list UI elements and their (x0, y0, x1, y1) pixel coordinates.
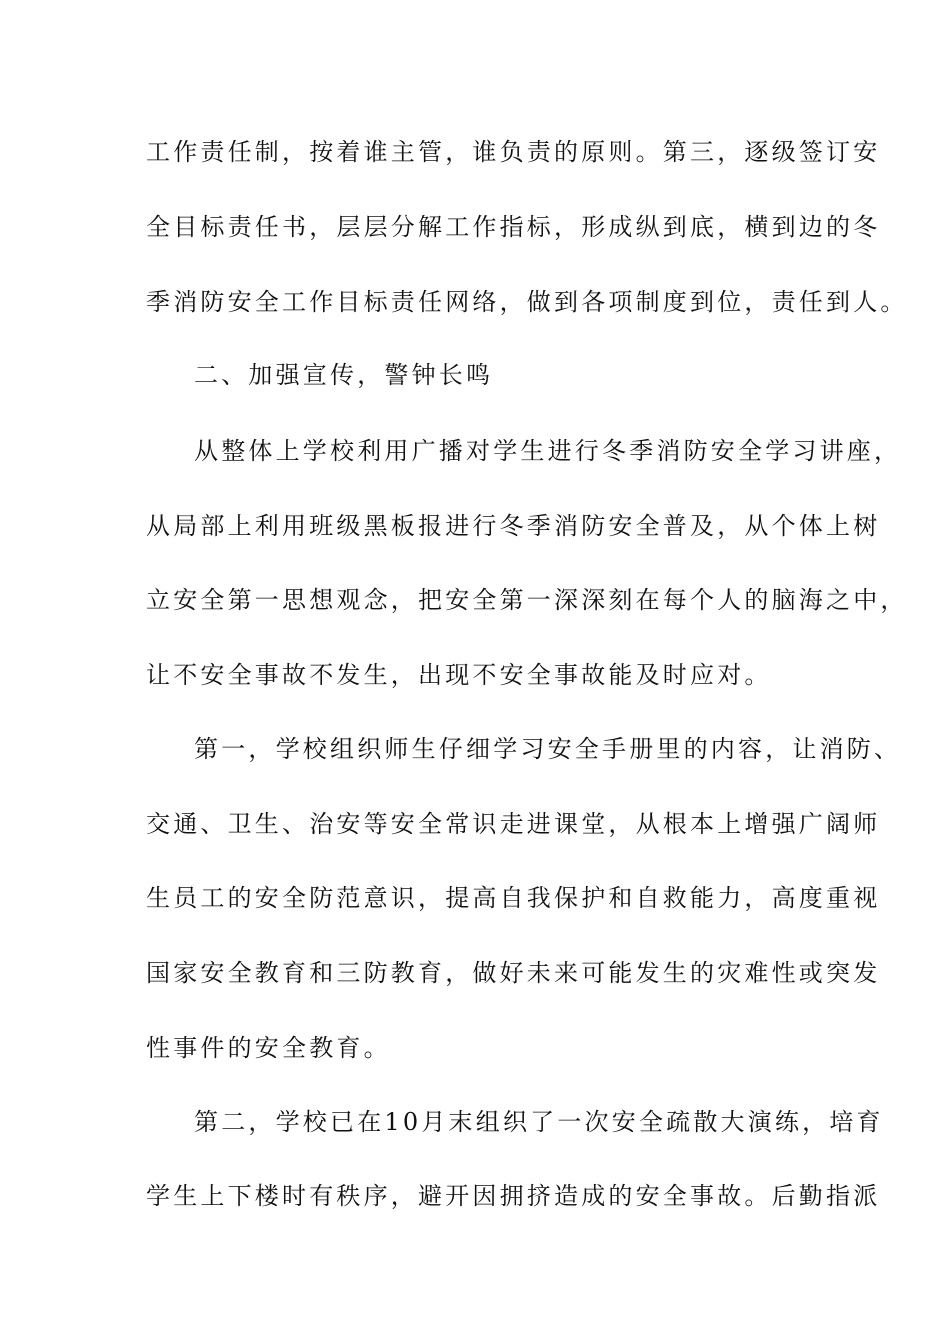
text-line: 学生上下楼时有秩序，避开因拥挤造成的安全事故。后勤指派 (146, 1182, 881, 1210)
text-line: 从整体上学校利用广播对学生进行冬季消防安全学习讲座， (194, 437, 902, 465)
text-line: 国家安全教育和三防教育，做好未来可能发生的灾难性或突发 (146, 959, 881, 987)
text-line: 第一，学校组织师生仔细学习安全手册里的内容，让消防、 (194, 735, 902, 763)
section-heading: 二、加强宣传，警钟长鸣 (194, 361, 494, 389)
text-line: 性事件的安全教育。 (146, 1034, 391, 1062)
text-line: 让不安全事故不发生，出现不安全事故能及时应对。 (146, 661, 772, 689)
text-line: 从局部上利用班级黑板报进行冬季消防安全普及，从个体上树 (146, 512, 881, 540)
text-line: 全目标责任书，层层分解工作指标，形成纵到底，横到边的冬 (146, 213, 881, 241)
text-line: 第二，学校已在10月末组织了一次安全疏散大演练，培育 (194, 1108, 884, 1136)
text-line: 季消防安全工作目标责任网络，做到各项制度到位，责任到人。 (146, 288, 908, 316)
text-line: 生员工的安全防范意识，提高自我保护和自救能力，高度重视 (146, 884, 881, 912)
text-line: 工作责任制，按着谁主管，谁负责的原则。第三，逐级签订安 (146, 138, 881, 166)
text-line: 交通、卫生、治安等安全常识走进课堂，从根本上增强广阔师 (146, 810, 881, 838)
text-line: 立安全第一思想观念，把安全第一深深刻在每个人的脑海之中， (146, 586, 908, 614)
